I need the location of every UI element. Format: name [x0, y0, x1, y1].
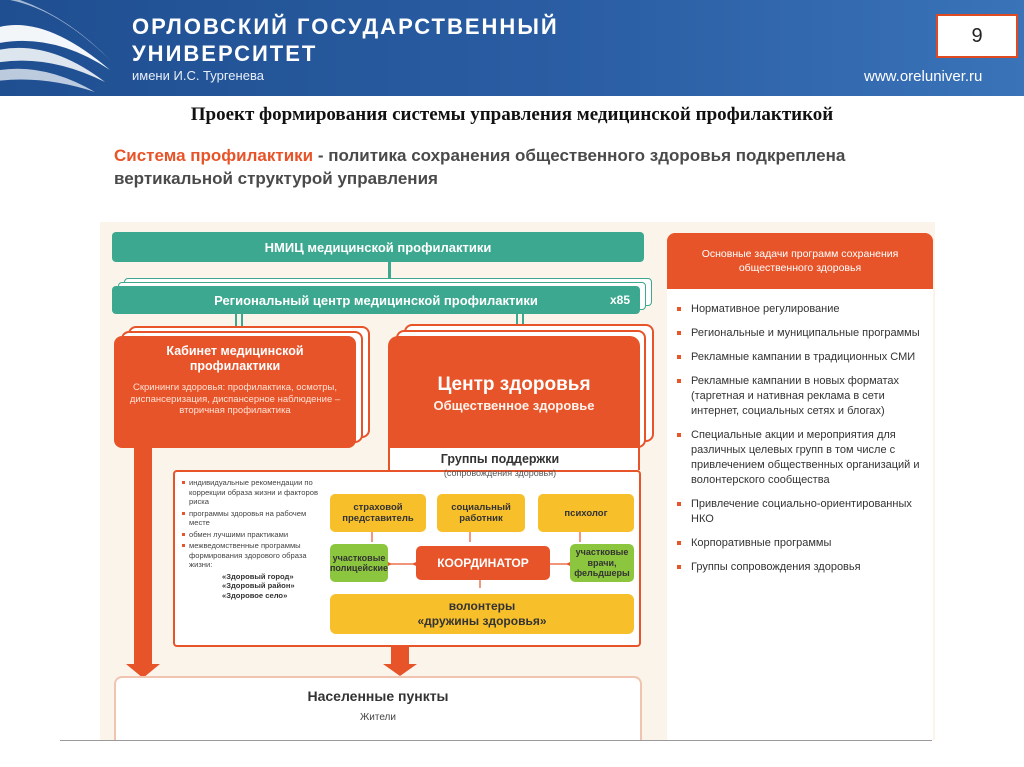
police-box: участковые полицейские — [330, 544, 388, 582]
bottom-rule — [60, 740, 932, 741]
insurer-box: страховой представитель — [330, 494, 426, 532]
task-item: Рекламные кампании в новых форматах (таргетная и нативная реклама в сети интернет, социальных сетях и блогах) — [675, 374, 927, 419]
bullet-item: индивидуальные рекомендации по коррекции образа жизни и факторов риска — [182, 478, 324, 507]
university-name-line1: ОРЛОВСКИЙ ГОСУДАРСТВЕННЫЙ — [132, 14, 559, 39]
program-item: «Здоровое село» — [222, 590, 288, 600]
support-groups-subtitle: (сопровождения здоровья) — [443, 468, 557, 478]
bullet-item: программы здоровья на рабочем месте — [182, 509, 324, 528]
task-item: Корпоративные программы — [675, 536, 927, 551]
regional-center-label: Региональный центр медицинской профилактики — [214, 292, 538, 308]
tasks-header: Основные задачи программ сохранения общественного здоровья — [667, 233, 933, 289]
university-name-line3: имени И.С. Тургенева — [132, 68, 264, 83]
cabinet-title: Кабинет медицинской профилактики — [166, 344, 304, 373]
bullet-item: межведомственные программы формирования здорового образа жизни: — [182, 541, 324, 570]
settlements-subtitle: Жители — [360, 712, 396, 723]
slide-headline — [114, 144, 934, 190]
settlements-title: Населенные пункты — [307, 688, 449, 704]
page-number: 9 — [936, 14, 1018, 58]
psychologist-box: психолог — [538, 494, 634, 532]
support-bullet-list — [182, 478, 324, 600]
volunteers-line1: волонтеры — [448, 599, 516, 613]
regional-count: x85 — [609, 293, 630, 307]
health-center-subtitle: Общественное здоровье — [433, 398, 595, 413]
tasks-list — [675, 302, 927, 584]
settlements-box — [114, 676, 642, 740]
website-link[interactable]: www.oreluniver.ru — [864, 68, 983, 85]
health-center-box — [388, 336, 640, 454]
headline-accent: Система профилактики — [114, 146, 314, 165]
cabinet-description: Скрининги здоровья: профилактика, осмотры, диспансеризация, диспансерное наблюдение – вторичная профилактика — [129, 382, 341, 416]
headline-rest: - политика сохранения общественного здоровья подкреплена вертикальной структурой управления — [114, 146, 846, 188]
health-center-title: Центр здоровья — [437, 374, 591, 395]
social-worker-box: социальный работник — [437, 494, 525, 532]
task-item: Нормативное регулирование — [675, 302, 927, 317]
task-item: Группы сопровождения здоровья — [675, 560, 927, 575]
support-groups-title: Группы поддержки — [440, 452, 560, 466]
task-item: Региональные и муниципальные программы — [675, 326, 927, 341]
task-item: Специальные акции и мероприятия для различных целевых групп в том числе с привлечением общественных организаций и волонтерского сообщества — [675, 428, 927, 488]
task-item: Рекламные кампании в традиционных СМИ — [675, 350, 927, 365]
cabinet-arrow-shaft — [134, 448, 152, 666]
bullet-item: обмен лучшими практиками — [182, 530, 324, 540]
header-band — [0, 0, 1024, 96]
doctors-box: участковые врачи, фельдшеры — [570, 544, 634, 582]
slide-title: Проект формирования системы управления медицинской профилактикой — [190, 104, 834, 125]
university-logo-icon — [0, 0, 120, 96]
program-item: «Здоровый город» — [222, 571, 294, 581]
program-item: «Здоровый район» — [222, 581, 295, 590]
cabinet-box — [114, 336, 356, 448]
university-name-line2: УНИВЕРСИТЕТ — [132, 41, 318, 66]
coordinator-box: КООРДИНАТОР — [416, 546, 550, 580]
volunteers-line2: «дружины здоровья» — [417, 614, 547, 628]
nmic-bar: НМИЦ медицинской профилактики — [112, 232, 644, 262]
center-arrow-shaft — [391, 647, 409, 665]
volunteers-box — [330, 594, 634, 634]
task-item: Привлечение социально-ориентированных НКО — [675, 497, 927, 527]
regional-center-bar — [112, 286, 640, 314]
